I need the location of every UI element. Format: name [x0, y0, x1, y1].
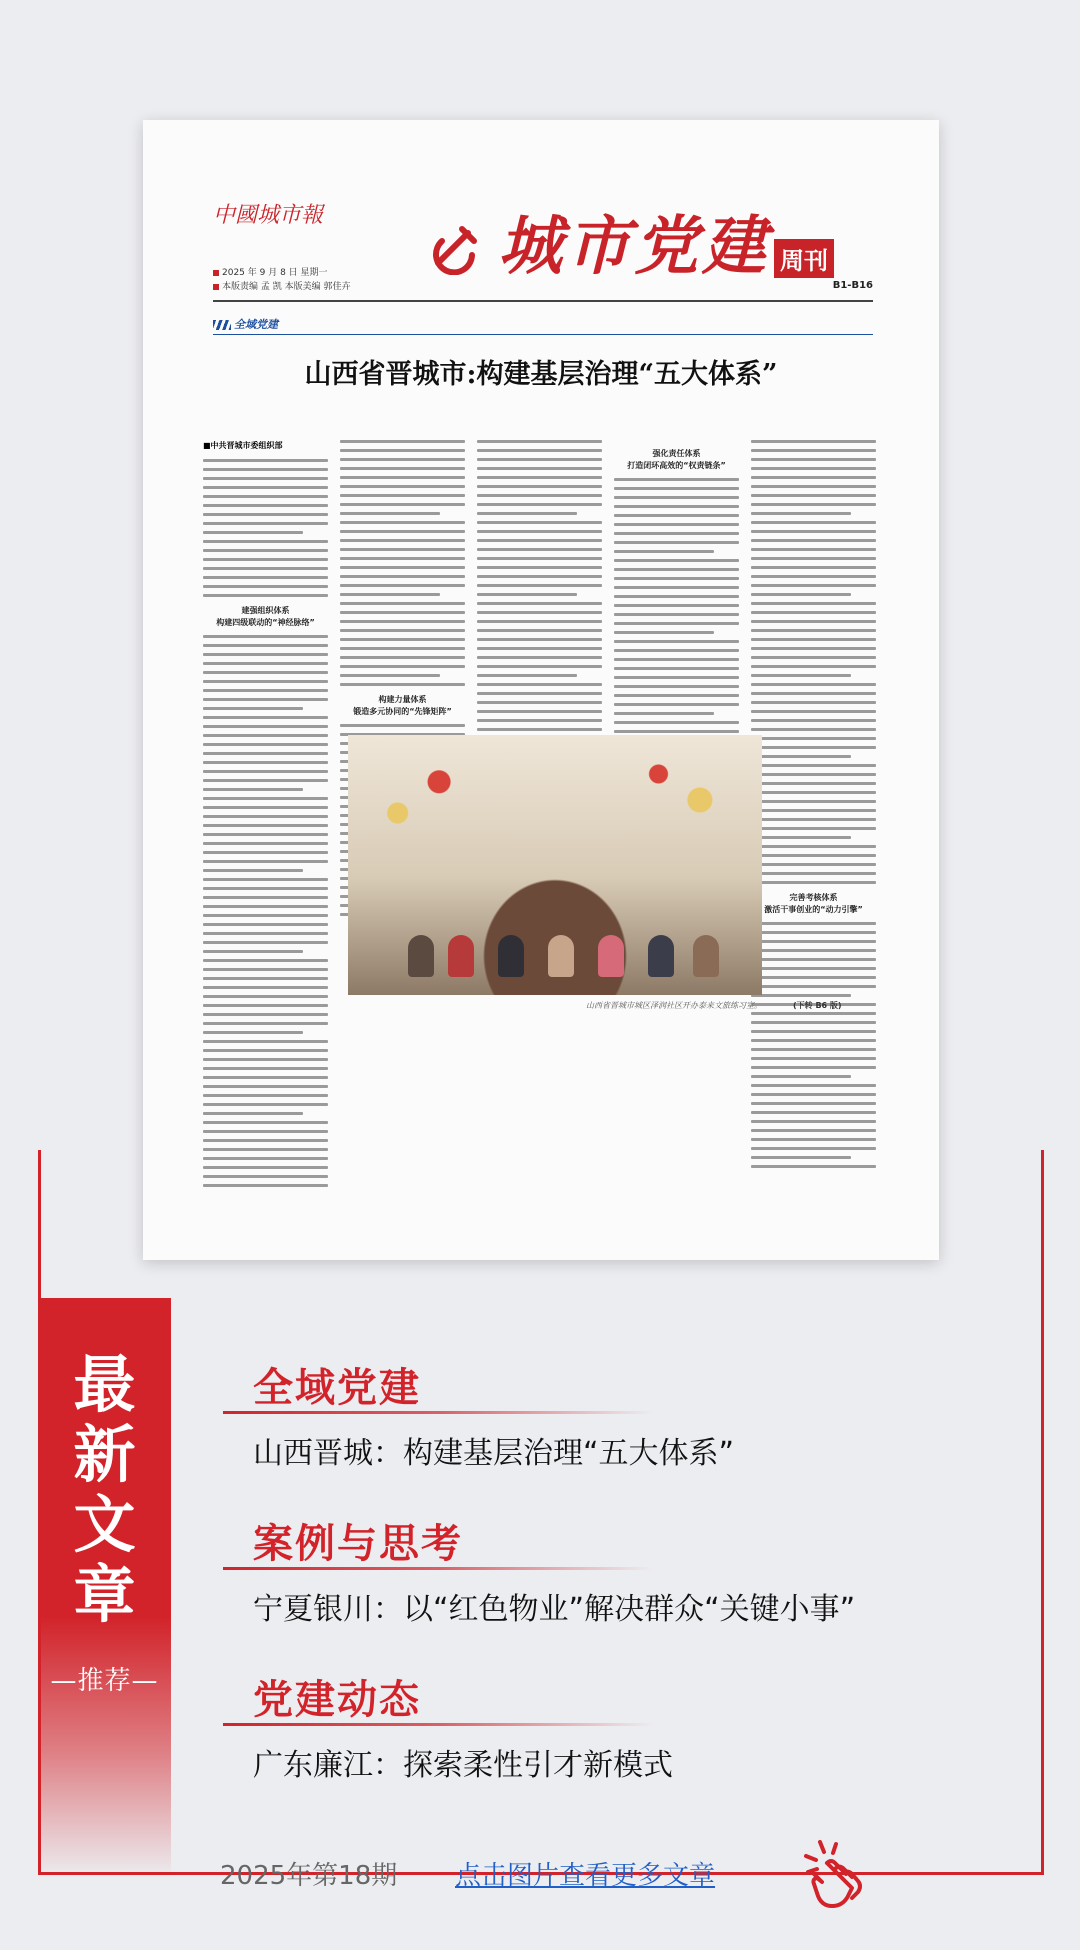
- article-category: 党建动态: [253, 1677, 421, 1723]
- tap-hand-icon[interactable]: [800, 1836, 878, 1914]
- newspaper-section-tag: 全域党建: [213, 316, 278, 332]
- newspaper-photo: [348, 735, 762, 995]
- newspaper-subhead: 完善考核体系 激活干事创业的“动力引擎”: [764, 893, 863, 914]
- article-link[interactable]: 山西晋城：构建基层治理“五大体系”: [253, 1436, 735, 1471]
- newspaper-byline: ■中共晋城市委组织部: [203, 441, 283, 450]
- masthead-weekly-badge: 周刊: [774, 239, 834, 278]
- column-text-lines: [751, 440, 876, 884]
- section-bars-icon: [213, 320, 231, 330]
- latest-articles-ribbon: [38, 1298, 171, 1878]
- newspaper-pages: B1-B16: [832, 280, 873, 291]
- masthead-title: 城市党建: [498, 209, 770, 284]
- masthead-divider: [213, 300, 873, 302]
- article-link[interactable]: 宁夏银川：以“红色物业”解决群众“关键小事”: [253, 1592, 856, 1627]
- newspaper-subhead: 建强组织体系 构建四级联动的“神经脉络”: [216, 606, 315, 627]
- view-more-link[interactable]: 点击图片查看更多文章: [455, 1861, 716, 1891]
- newspaper-headline: 山西省晋城市:构建基层治理“五大体系”: [304, 359, 778, 390]
- ribbon-recommend: —推荐—: [50, 1666, 159, 1696]
- newspaper-brand: 中國城市報: [213, 203, 324, 228]
- article-category: 全域党建: [253, 1365, 421, 1411]
- section-divider: [213, 334, 873, 335]
- category-underline: [223, 1723, 653, 1726]
- article-category: 案例与思考: [253, 1521, 463, 1567]
- ribbon-title: 最 新 文 章: [73, 1348, 136, 1631]
- newspaper-date: 2025 年 9 月 8 日 星期一: [222, 268, 328, 278]
- column-text-lines: [340, 440, 465, 686]
- column-text-lines: [751, 922, 876, 1168]
- newspaper-image[interactable]: [143, 120, 939, 1260]
- category-underline: [223, 1411, 653, 1414]
- newspaper-subhead: 强化责任体系 打造闭环高效的“权责链条”: [627, 449, 726, 470]
- column-text-lines: [203, 635, 328, 1187]
- category-underline: [223, 1567, 653, 1570]
- issue-number: 2025年第18期: [220, 1861, 398, 1891]
- newspaper-date-block: [213, 266, 350, 294]
- newspaper-column: [751, 440, 876, 1174]
- newspaper-editors: 本版责编 孟 凯 本版美编 郭佳卉: [222, 282, 351, 292]
- column-text-lines: [203, 459, 328, 597]
- photo-caption: 山西省晋城市城区泽润社区开办泰来文旅练习室。: [586, 1001, 762, 1010]
- newspaper-masthead: [428, 209, 834, 284]
- article-link[interactable]: 广东廉江：探索柔性引才新模式: [253, 1748, 673, 1783]
- continued-note: (下转 B6 版): [793, 1001, 842, 1010]
- party-emblem-icon: [428, 219, 484, 275]
- newspaper-column: [203, 440, 328, 1193]
- newspaper-subhead: 构建力量体系 锻造多元协同的“先锋矩阵”: [353, 695, 452, 716]
